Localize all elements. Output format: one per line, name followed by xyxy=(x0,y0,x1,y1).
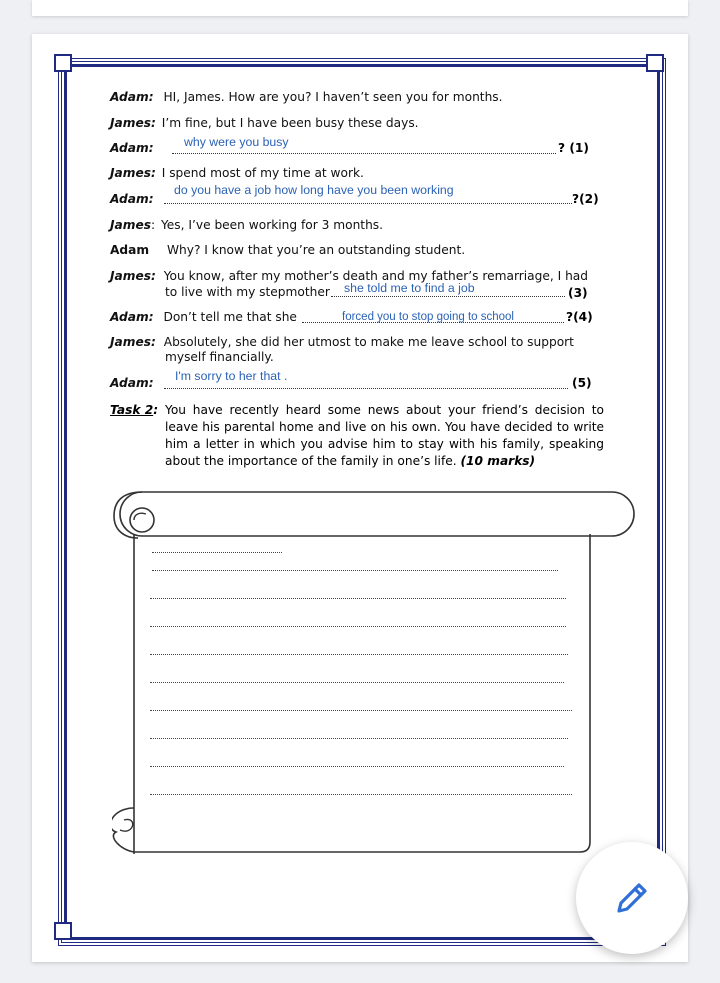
dialogue-text: I spend most of my time at work. xyxy=(161,166,364,180)
speaker-colon: : xyxy=(150,218,156,232)
answer-blank xyxy=(302,322,564,323)
writing-line[interactable] xyxy=(150,654,568,655)
previous-page-edge xyxy=(32,0,688,16)
writing-line[interactable] xyxy=(150,794,572,795)
dialogue-text: Yes, I’ve been working for 3 months. xyxy=(160,218,384,232)
dialogue-text: You know, after my mother’s death and my father’s remarriage, I had xyxy=(163,269,589,283)
task-body xyxy=(165,402,604,470)
answer-4[interactable]: forced you to stop going to school xyxy=(342,311,514,323)
answer-2[interactable]: do you have a job how long have you been working xyxy=(174,183,454,197)
dialogue-line xyxy=(110,335,600,350)
dialogue-line xyxy=(110,243,600,258)
speaker-label: Adam xyxy=(110,243,150,257)
speaker-label: Adam: xyxy=(110,310,154,324)
question-number: ?(4) xyxy=(566,310,593,324)
speaker-label: Adam: xyxy=(110,90,154,104)
answer-5[interactable]: I'm sorry to her that . xyxy=(175,369,288,383)
border-corner xyxy=(54,922,72,940)
speaker-label: Adam: xyxy=(110,192,154,206)
dialogue-text: Absolutely, she did her utmost to make me leave school to support xyxy=(163,335,574,349)
speaker-label: James: xyxy=(110,166,156,180)
writing-line[interactable] xyxy=(150,738,568,739)
question-number: ?(2) xyxy=(572,192,599,206)
dialogue-text: HI, James. How are you? I haven’t seen you for months. xyxy=(163,90,503,104)
answer-blank xyxy=(164,203,572,204)
border-corner xyxy=(54,54,72,72)
dialogue-line xyxy=(110,116,600,131)
dialogue-text: I’m fine, but I have been busy these days. xyxy=(161,116,419,130)
answer-blank xyxy=(164,388,568,389)
pencil-icon xyxy=(611,877,653,919)
task-marks: (10 marks) xyxy=(460,454,536,468)
answer-blank xyxy=(331,296,565,297)
border-corner xyxy=(646,54,664,72)
speaker-label: Adam: xyxy=(110,141,154,155)
task-instructions xyxy=(110,402,604,470)
writing-line[interactable] xyxy=(150,598,566,599)
writing-scroll xyxy=(112,490,638,854)
dialogue-line xyxy=(110,90,600,105)
task-colon: : xyxy=(153,403,159,417)
dialogue-text: Why? I know that you’re an outstanding student. xyxy=(166,243,466,257)
task-label-wrap xyxy=(110,402,158,419)
answer-3[interactable]: she told me to find a job xyxy=(344,281,475,295)
question-number: (3) xyxy=(568,286,588,300)
edit-fab-button[interactable] xyxy=(576,842,688,954)
dialogue-line xyxy=(110,218,600,233)
writing-line[interactable] xyxy=(152,552,282,553)
answer-1[interactable]: why were you busy xyxy=(184,135,289,149)
dialogue-text: to live with my stepmother xyxy=(165,285,330,299)
speaker-label: James: xyxy=(110,269,156,283)
speaker-label: James xyxy=(110,218,151,232)
writing-line[interactable] xyxy=(150,682,564,683)
speaker-label: James: xyxy=(110,335,156,349)
question-number: (5) xyxy=(572,376,592,390)
dialogue-text: Don’t tell me that she xyxy=(163,310,297,324)
dialogue-line-continued xyxy=(165,350,600,365)
answer-blank xyxy=(172,153,556,154)
dialogue-text: myself financially. xyxy=(165,350,274,364)
task-label: Task 2 xyxy=(110,403,154,417)
question-number: ? (1) xyxy=(558,141,589,155)
speaker-label: James: xyxy=(110,116,156,130)
writing-line[interactable] xyxy=(150,710,572,711)
dialogue-line xyxy=(110,166,600,181)
writing-line[interactable] xyxy=(150,766,564,767)
task-text: You have recently heard some news about your friend’s decision to leave his parental home and live on his own. You have decided to write him a letter in which you advise him to stay with his family, speaking about the importance of the family in one’s life. xyxy=(165,403,604,468)
speaker-label: Adam: xyxy=(110,376,154,390)
writing-line[interactable] xyxy=(152,570,558,571)
writing-line[interactable] xyxy=(150,626,566,627)
